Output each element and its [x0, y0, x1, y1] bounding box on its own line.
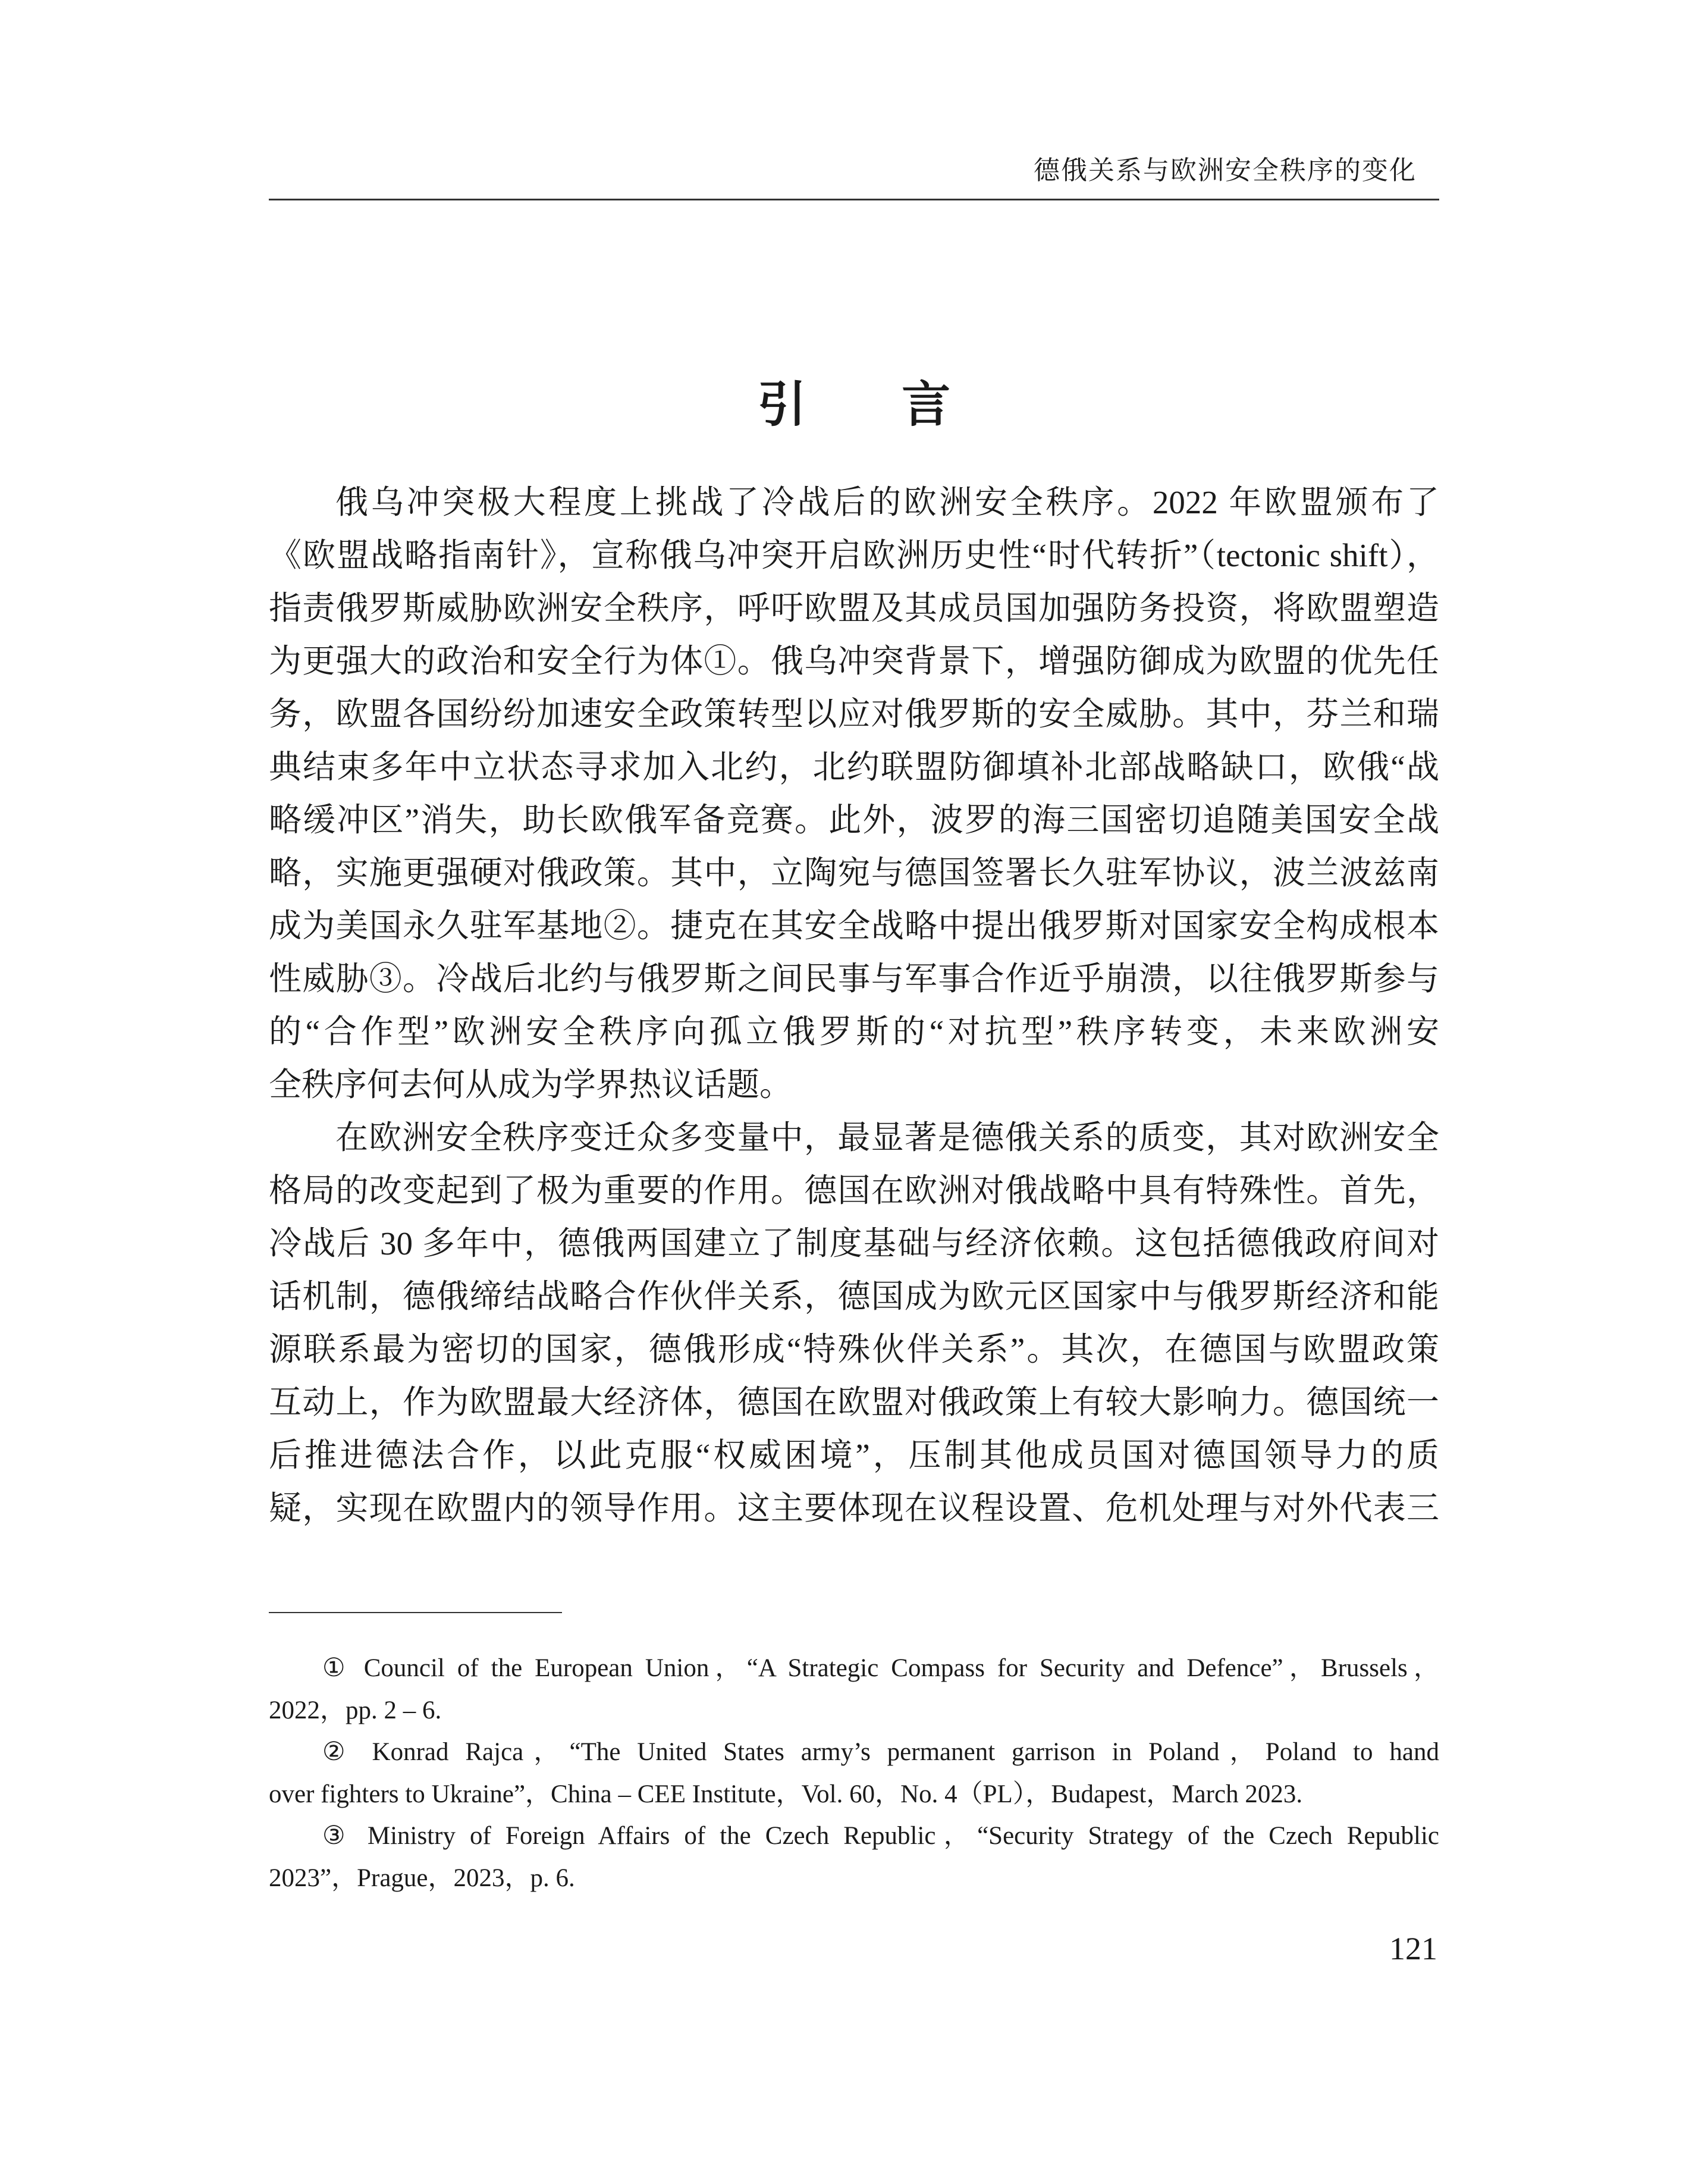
paragraph-line: 源联系最为密切的国家，德俄形成“特殊伙伴关系”。其次，在德国与欧盟政策 [269, 1331, 1439, 1367]
paragraph-line: 略，实施更强硬对俄政策。其中，立陶宛与德国签署长久驻军协议，波兰波兹南 [269, 855, 1439, 891]
page-number: 121 [1389, 1931, 1437, 1966]
paragraph-line: 《欧盟战略指南针》，宣称俄乌冲突开启欧洲历史性“时代转折”（tectonic shift）， [269, 537, 1439, 573]
header-rule [269, 199, 1439, 200]
footnote-1-cont: 2022，pp. 2 – 6. [269, 1696, 442, 1724]
footnote-3-cont: 2023”，Prague，2023，p. 6. [269, 1864, 575, 1892]
footnote-rule [269, 1612, 562, 1613]
footnote-2: ② Konrad Rajca，“The United States army’s permanent garrison in Poland，Poland to hand [322, 1738, 1439, 1766]
paragraph-line: 俄乌冲突极大程度上挑战了冷战后的欧洲安全秩序。2022 年欧盟颁布了 [335, 484, 1439, 520]
footnote-2-cont: over fighters to Ukraine”，China – CEE Institute，Vol. 60，No. 4（PL），Budapest，March 2023. [269, 1780, 1303, 1808]
paragraph-line: 在欧洲安全秩序变迁众多变量中，最显著是德俄关系的质变，其对欧洲安全 [335, 1119, 1439, 1156]
paragraph-line: 性威胁③。冷战后北约与俄罗斯之间民事与军事合作近乎崩溃，以往俄罗斯参与 [269, 961, 1439, 997]
paragraph-line: 疑，实现在欧盟内的领导作用。这主要体现在议程设置、危机处理与对外代表三 [269, 1490, 1439, 1526]
paragraph-line: 略缓冲区”消失，助长欧俄军备竞赛。此外，波罗的海三国密切追随美国安全战 [269, 802, 1439, 838]
paragraph-line: 话机制，德俄缔结战略合作伙伴关系，德国成为欧元区国家中与俄罗斯经济和能 [269, 1278, 1439, 1315]
paragraph-line: 指责俄罗斯威胁欧洲安全秩序，呼吁欧盟及其成员国加强防务投资，将欧盟塑造 [269, 590, 1439, 626]
footnotes [269, 1648, 1439, 1899]
paragraph-line: 成为美国永久驻军基地②。捷克在其安全战略中提出俄罗斯对国家安全构成根本 [269, 908, 1439, 944]
paragraph-line: 后推进德法合作，以此克服“权威困境”，压制其他成员国对德国领导力的质 [269, 1437, 1439, 1473]
running-header-title: 德俄关系与欧洲安全秩序的变化 [1034, 156, 1417, 185]
paragraph-line: 为更强大的政治和安全行为体①。俄乌冲突背景下，增强防御成为欧盟的优先任 [269, 643, 1439, 679]
body-text [269, 476, 1439, 1535]
section-title: 引 言 [757, 378, 993, 432]
paragraph-line: 全秩序何去何从成为学界热议话题。 [269, 1067, 793, 1103]
footnote-1: ① Council of the European Union，“A Strategic Compass for Security and Defence”，Brussels， [322, 1654, 1439, 1682]
paragraph-line: 冷战后 30 多年中，德俄两国建立了制度基础与经济依赖。这包括德俄政府间对 [269, 1225, 1439, 1262]
paragraph-line: 格局的改变起到了极为重要的作用。德国在欧洲对俄战略中具有特殊性。首先， [269, 1172, 1439, 1209]
paragraph-line: 的“合作型”欧洲安全秩序向孤立俄罗斯的“对抗型”秩序转变，未来欧洲安 [269, 1014, 1439, 1050]
paragraph-line: 互动上，作为欧盟最大经济体，德国在欧盟对俄政策上有较大影响力。德国统一 [269, 1384, 1439, 1420]
paragraph-line: 务，欧盟各国纷纷加速安全政策转型以应对俄罗斯的安全威胁。其中，芬兰和瑞 [269, 696, 1439, 732]
footnote-3: ③ Ministry of Foreign Affairs of the Czech Republic，“Security Strategy of the Czech Republic [322, 1822, 1439, 1850]
paragraph-line: 典结束多年中立状态寻求加入北约，北约联盟防御填补北部战略缺口，欧俄“战 [269, 749, 1439, 785]
